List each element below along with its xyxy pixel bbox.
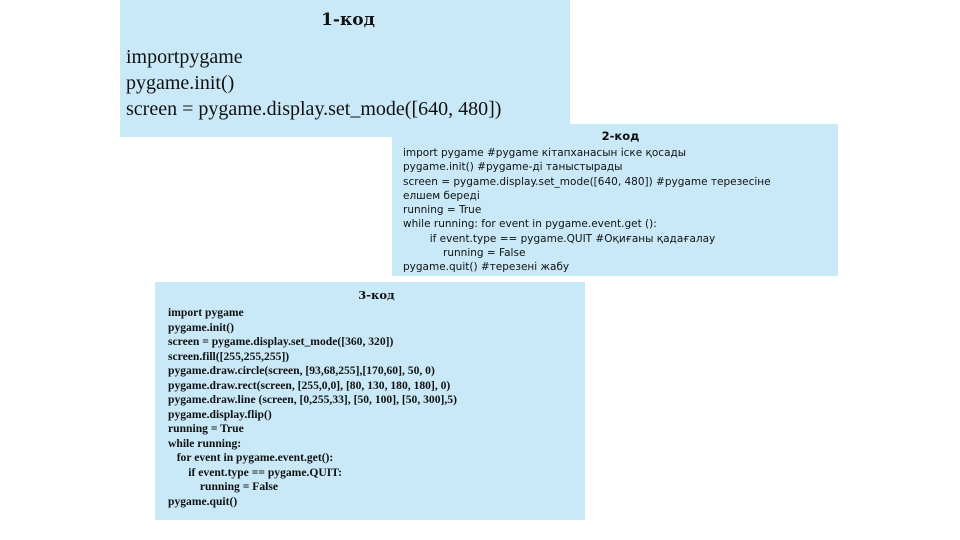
code-line: if event.type == pygame.QUIT #Оқиғаны қадағалау	[403, 232, 716, 245]
code-line: screen = pygame.display.set_mode([640, 480])	[126, 98, 502, 120]
code-line: pygame.quit() #терезені жабу	[403, 261, 570, 274]
code-line: importpygame	[126, 46, 243, 68]
panel-title: 3-код	[358, 288, 395, 302]
code-line: running = False	[168, 480, 278, 493]
panel-title: 2-код	[601, 129, 640, 143]
code-line: running = True	[168, 422, 244, 435]
code-line: running = False	[403, 247, 526, 260]
code-line: while running:	[168, 436, 242, 450]
code-line: елшем береді	[403, 189, 480, 202]
code-line: pygame.init()	[168, 320, 235, 334]
code-panel-3	[155, 282, 585, 520]
panel-title: 1-код	[321, 10, 375, 30]
code-line: pygame.init() #pygame-ді таныстырады	[403, 161, 623, 174]
code-line: while running: for event in pygame.event.get ():	[403, 218, 657, 231]
code-line: pygame.init()	[126, 72, 235, 94]
code-panel-1	[120, 0, 570, 137]
code-line: if event.type == pygame.QUIT:	[168, 465, 343, 479]
code-line: screen = pygame.display.set_mode([640, 480]) #pygame терезесіне	[403, 175, 771, 188]
code-line: pygame.draw.line (screen, [0,255,33], [50, 100], [50, 300],5)	[168, 393, 457, 406]
code-line: screen = pygame.display.set_mode([360, 320])	[168, 335, 394, 348]
code-block	[126, 44, 570, 122]
code-line: pygame.display.flip()	[168, 407, 272, 421]
code-line: pygame.quit()	[168, 494, 238, 508]
code-line: pygame.draw.rect(screen, [255,0,0], [80, 130, 180, 180], 0)	[168, 378, 451, 392]
code-line: screen.fill([255,255,255])	[168, 349, 290, 363]
code-line: pygame.draw.circle(screen, [93,68,255],[170,60], 50, 0)	[168, 364, 435, 377]
code-block	[403, 146, 838, 275]
code-line: running = True	[403, 204, 482, 217]
code-line: import pygame #pygame кітапханасын іске қосады	[403, 147, 687, 159]
code-block	[168, 306, 585, 509]
code-line: for event in pygame.event.get():	[168, 451, 334, 464]
code-panel-2	[392, 124, 838, 276]
code-line: import pygame	[168, 306, 244, 319]
